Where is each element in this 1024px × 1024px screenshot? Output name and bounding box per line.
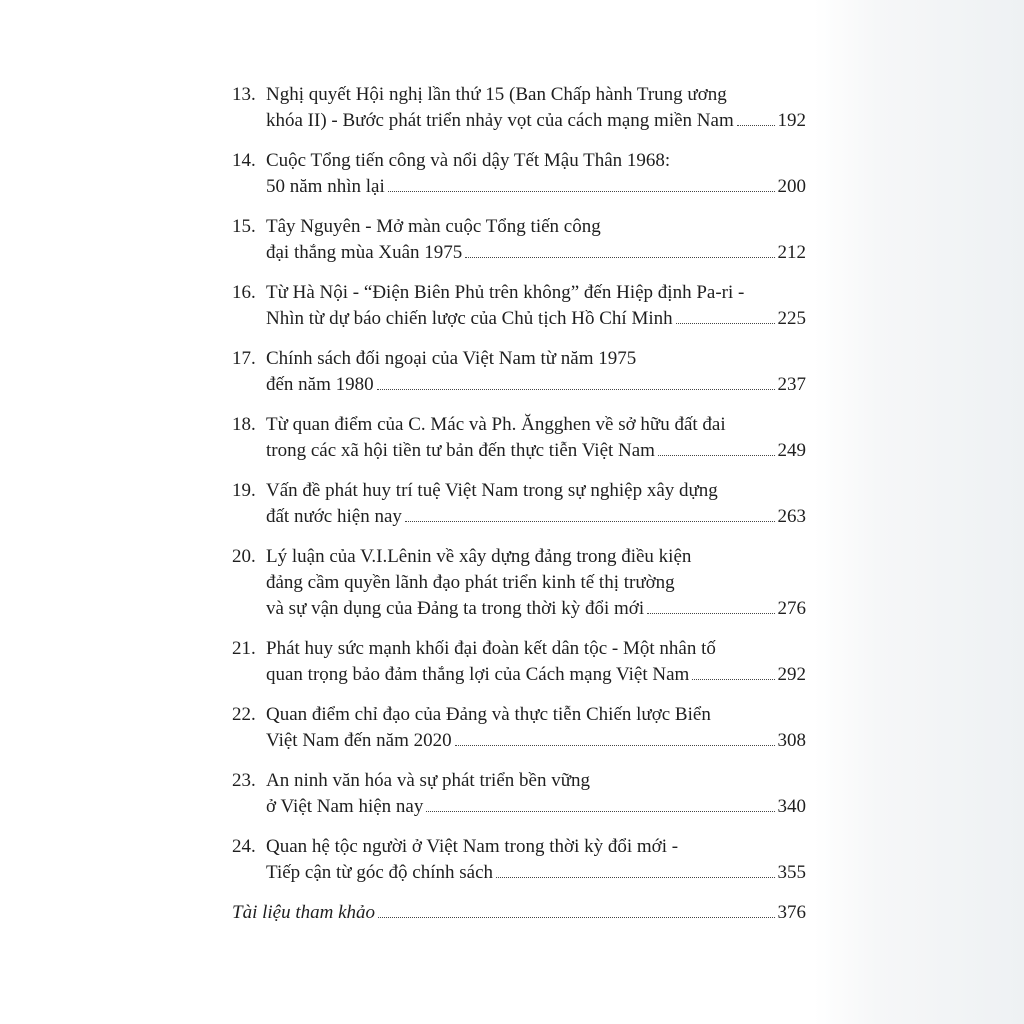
dot-leader xyxy=(676,306,775,324)
toc-entry-title-line: Từ quan điểm của C. Mác và Ph. Ăngghen về sở hữu đất đai xyxy=(266,414,726,435)
toc-entry-title-line: đảng cầm quyền lãnh đạo phát triển kinh tế thị trường xyxy=(266,572,675,593)
toc-entry xyxy=(232,768,806,820)
toc-entry-number: 19. xyxy=(232,480,256,501)
toc-entry-page-number: 225 xyxy=(777,308,806,329)
toc-entry-number: 18. xyxy=(232,414,256,435)
dot-leader xyxy=(377,372,775,390)
toc-entry xyxy=(232,214,806,266)
dot-leader xyxy=(465,240,774,258)
dot-leader xyxy=(388,174,775,192)
toc-entry-page-number: 308 xyxy=(777,730,806,751)
toc-entry-title-line: Chính sách đối ngoại của Việt Nam từ năm 1975 xyxy=(266,348,637,369)
references-label: Tài liệu tham khảo xyxy=(232,902,376,923)
toc-entry-number: 24. xyxy=(232,836,256,857)
toc-entry xyxy=(232,636,806,688)
toc-entry-title-line: Phát huy sức mạnh khối đại đoàn kết dân tộc - Một nhân tố xyxy=(266,638,716,659)
toc-entry-title-line: khóa II) - Bước phát triển nhảy vọt của cách mạng miền Nam xyxy=(266,110,734,131)
toc-entry-page-number: 249 xyxy=(777,440,806,461)
toc-entry-title-line: Cuộc Tổng tiến công và nổi dậy Tết Mậu Thân 1968: xyxy=(266,150,671,171)
toc-entry-page-number: 200 xyxy=(777,176,806,197)
dot-leader xyxy=(658,438,775,456)
table-of-contents xyxy=(232,82,806,940)
toc-entry-number: 16. xyxy=(232,282,256,303)
toc-entry-title-line: Nghị quyết Hội nghị lần thứ 15 (Ban Chấp hành Trung ương xyxy=(266,84,727,105)
toc-entry-title-line: Quan điểm chỉ đạo của Đảng và thực tiễn Chiến lược Biển xyxy=(266,704,711,725)
toc-entry-page-number: 340 xyxy=(777,796,806,817)
dot-leader xyxy=(647,596,774,614)
toc-entry-title-line: Tiếp cận từ góc độ chính sách xyxy=(266,862,493,883)
dot-leader xyxy=(378,900,774,918)
toc-entry-number: 13. xyxy=(232,84,256,105)
toc-entry-title-line: An ninh văn hóa và sự phát triển bền vững xyxy=(266,770,591,791)
toc-entry xyxy=(232,478,806,530)
toc-entry-title-line: ở Việt Nam hiện nay xyxy=(266,796,424,817)
toc-entry-title-line: và sự vận dụng của Đảng ta trong thời kỳ đổi mới xyxy=(266,598,645,619)
toc-entry-title-line: đất nước hiện nay xyxy=(266,506,402,527)
toc-entry-page-number: 292 xyxy=(777,664,806,685)
toc-entry-title-line: Lý luận của V.I.Lênin về xây dựng đảng trong điều kiện xyxy=(266,546,692,567)
toc-entry-number: 20. xyxy=(232,546,256,567)
toc-entry xyxy=(232,834,806,886)
dot-leader xyxy=(405,504,775,522)
toc-entry-title-line: đại thắng mùa Xuân 1975 xyxy=(266,242,463,263)
toc-entry-title-line: trong các xã hội tiền tư bản đến thực tiễn Việt Nam xyxy=(266,440,655,461)
toc-entry xyxy=(232,544,806,622)
toc-entry-page-number: 192 xyxy=(777,110,806,131)
toc-entry xyxy=(232,412,806,464)
dot-leader xyxy=(426,794,774,812)
page-edge-shadow xyxy=(814,0,1024,1024)
toc-entry-title-line: Quan hệ tộc người ở Việt Nam trong thời kỳ đổi mới - xyxy=(266,836,679,857)
toc-entry-references xyxy=(232,900,806,926)
toc-entry-title-line: Vấn đề phát huy trí tuệ Việt Nam trong sự nghiệp xây dựng xyxy=(266,480,718,501)
toc-entry-title-line: đến năm 1980 xyxy=(266,374,374,395)
dot-leader xyxy=(455,728,775,746)
toc-entry-title-line: Tây Nguyên - Mở màn cuộc Tổng tiến công xyxy=(266,216,601,237)
toc-entry-title-line: Từ Hà Nội - “Điện Biên Phủ trên không” đến Hiệp định Pa-ri - xyxy=(266,282,745,303)
toc-entry xyxy=(232,702,806,754)
toc-entry xyxy=(232,82,806,134)
toc-entry-number: 21. xyxy=(232,638,256,659)
dot-leader xyxy=(692,662,774,680)
dot-leader xyxy=(496,860,775,878)
toc-entry xyxy=(232,148,806,200)
toc-entry-number: 22. xyxy=(232,704,256,725)
toc-entry-page-number: 355 xyxy=(777,862,806,883)
toc-entry-number: 23. xyxy=(232,770,256,791)
toc-entry-title-line: Việt Nam đến năm 2020 xyxy=(266,730,452,751)
toc-entry xyxy=(232,346,806,398)
toc-entry-title-line: quan trọng bảo đảm thắng lợi của Cách mạng Việt Nam xyxy=(266,664,690,685)
toc-entries xyxy=(232,82,806,886)
toc-entry-title-line: Nhìn từ dự báo chiến lược của Chủ tịch Hồ Chí Minh xyxy=(266,308,673,329)
toc-entry-number: 15. xyxy=(232,216,256,237)
toc-entry-page-number: 212 xyxy=(777,242,806,263)
toc-entry-page-number: 237 xyxy=(777,374,806,395)
dot-leader xyxy=(737,108,775,126)
toc-entry-title-line: 50 năm nhìn lại xyxy=(266,176,385,197)
references-page-number: 376 xyxy=(777,902,806,923)
toc-entry-page-number: 276 xyxy=(777,598,806,619)
toc-entry-number: 14. xyxy=(232,150,256,171)
toc-entry-number: 17. xyxy=(232,348,256,369)
toc-entry xyxy=(232,280,806,332)
toc-entry-page-number: 263 xyxy=(777,506,806,527)
